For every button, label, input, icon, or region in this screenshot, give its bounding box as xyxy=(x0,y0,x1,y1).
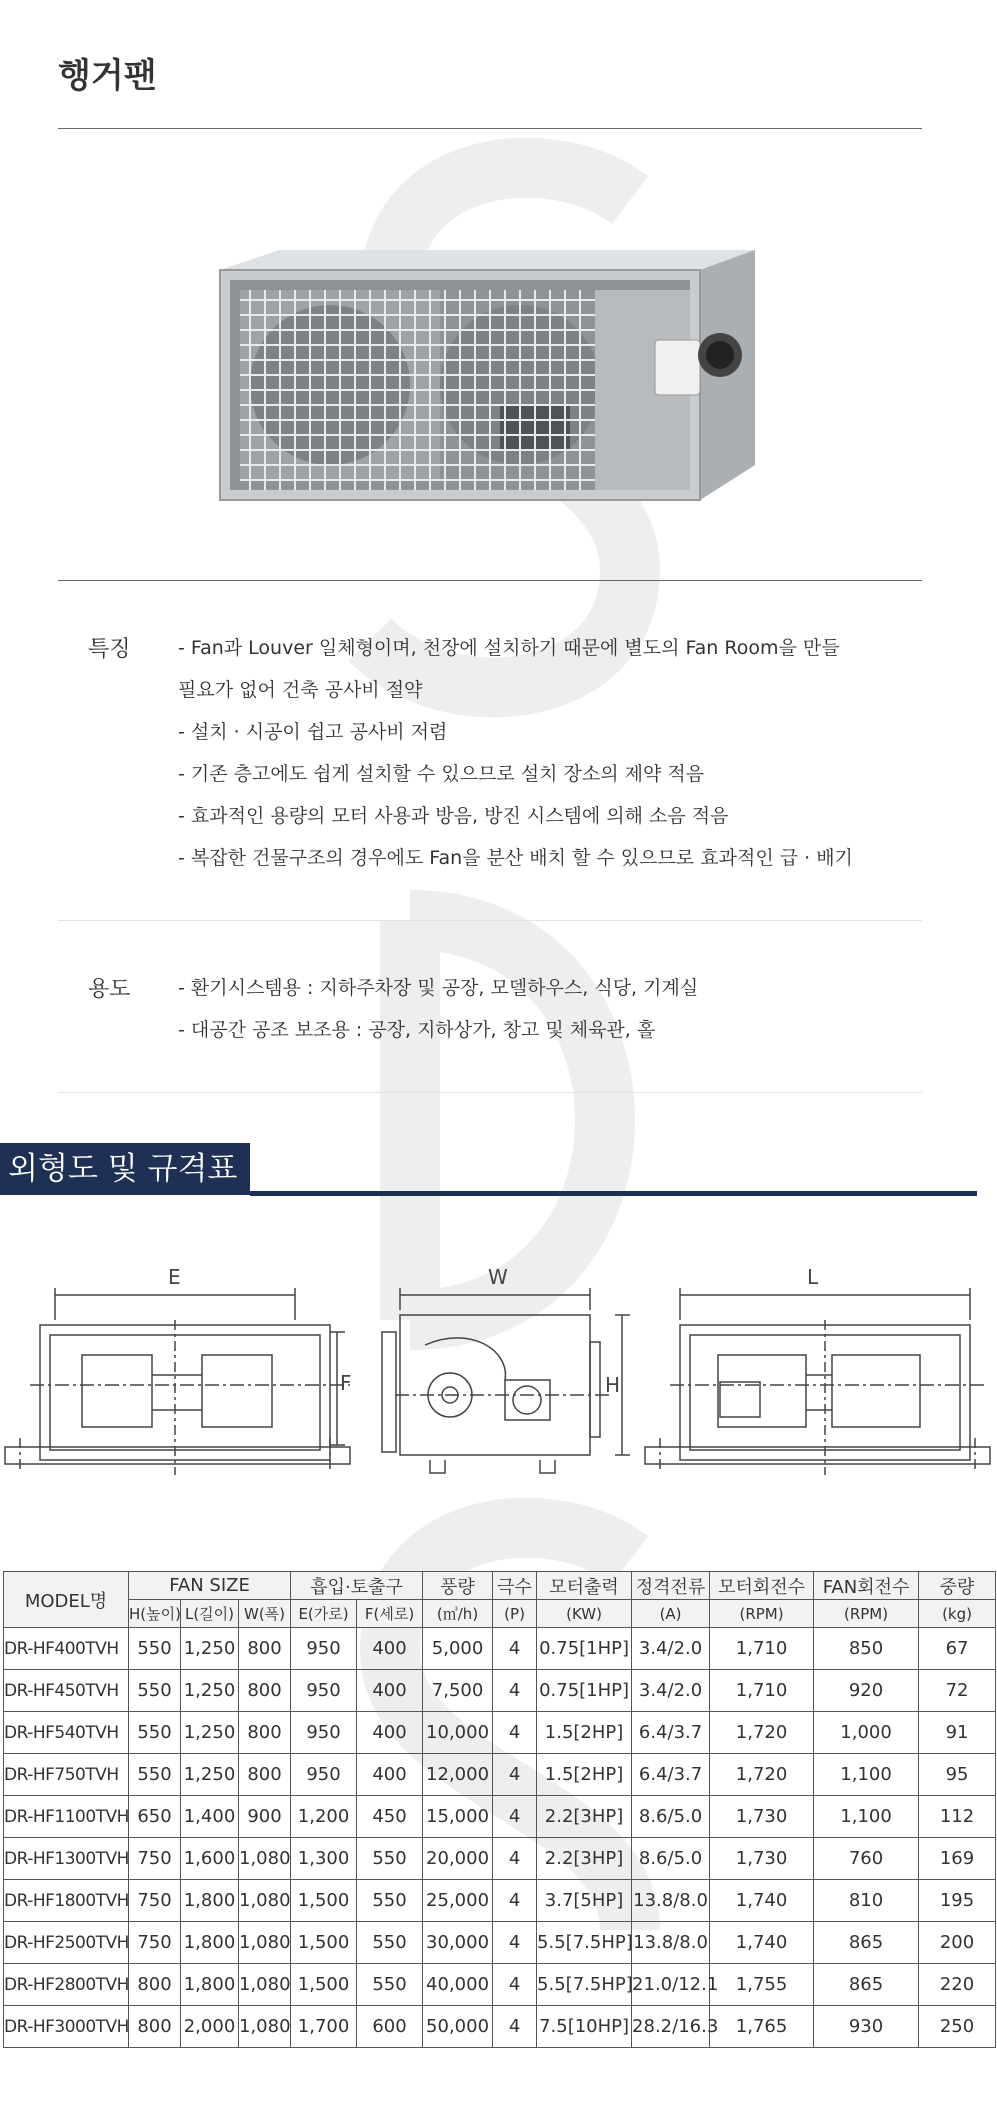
title-divider xyxy=(58,128,922,129)
usage-label: 용도 xyxy=(88,977,131,1002)
header-motor-unit: (KW) xyxy=(537,1600,632,1628)
table-cell: 750 xyxy=(129,1922,181,1964)
table-cell: 72 xyxy=(919,1670,996,1712)
table-row xyxy=(4,1628,996,1670)
header-weight-unit: (kg) xyxy=(919,1600,996,1628)
table-cell: 950 xyxy=(291,1628,357,1670)
spec-table xyxy=(3,1571,996,2048)
table-cell: 1,500 xyxy=(291,1964,357,2006)
table-cell: 4 xyxy=(493,1628,537,1670)
table-cell: 750 xyxy=(129,1838,181,1880)
table-cell: 7,500 xyxy=(423,1670,493,1712)
table-cell: 950 xyxy=(291,1754,357,1796)
table-cell: 5.5[7.5HP] xyxy=(537,1922,632,1964)
table-cell: 4 xyxy=(493,1754,537,1796)
table-cell: 810 xyxy=(814,1880,919,1922)
table-cell: 2,000 xyxy=(181,2006,239,2048)
header-motor: 모터출력 xyxy=(537,1572,632,1600)
table-cell: 169 xyxy=(919,1838,996,1880)
table-row xyxy=(4,1796,996,1838)
header-inlet-outlet: 흡입·토출구 xyxy=(291,1572,423,1600)
dim-l-label: L xyxy=(807,1265,819,1289)
table-row xyxy=(4,1712,996,1754)
usage-line: - 환기시스템용 : 지하주차장 및 공장, 모델하우스, 식당, 기계실 xyxy=(178,977,699,999)
table-cell: 550 xyxy=(357,1922,423,1964)
header-current: 정격전류 xyxy=(632,1572,710,1600)
table-cell: 400 xyxy=(357,1628,423,1670)
table-cell: 6.4/3.7 xyxy=(632,1754,710,1796)
table-cell: 3.4/2.0 xyxy=(632,1628,710,1670)
table-cell: 1,700 xyxy=(291,2006,357,2048)
spec-table-body xyxy=(4,1628,996,2048)
feature-line: 필요가 없어 건축 공사비 절약 xyxy=(178,679,423,701)
table-cell: 4 xyxy=(493,1796,537,1838)
header-f: F(세로) xyxy=(357,1600,423,1628)
header-h: H(높이) xyxy=(129,1600,181,1628)
table-cell: 1,500 xyxy=(291,1880,357,1922)
table-cell: 1,720 xyxy=(710,1754,814,1796)
table-cell: 5.5[7.5HP] xyxy=(537,1964,632,2006)
header-model: MODEL명 xyxy=(4,1572,129,1628)
dim-w-label: W xyxy=(488,1265,508,1289)
table-row xyxy=(4,1922,996,1964)
feature-line: - 설치 · 시공이 쉽고 공사비 저렴 xyxy=(178,721,448,743)
outline-drawings xyxy=(0,1260,997,1490)
table-cell: 21.0/12.1 xyxy=(632,1964,710,2006)
table-cell: 1,250 xyxy=(181,1670,239,1712)
table-cell: 550 xyxy=(357,1838,423,1880)
table-cell: 12,000 xyxy=(423,1754,493,1796)
model-cell: DR-HF400TVH xyxy=(4,1628,129,1670)
header-weight: 중량 xyxy=(919,1572,996,1600)
table-cell: 800 xyxy=(239,1712,291,1754)
table-row xyxy=(4,1964,996,2006)
feature-line: - Fan과 Louver 일체형이며, 천장에 설치하기 때문에 별도의 Fan Room을 만들 xyxy=(178,637,840,659)
table-cell: 4 xyxy=(493,1670,537,1712)
table-cell: 7.5[10HP] xyxy=(537,2006,632,2048)
table-cell: 950 xyxy=(291,1712,357,1754)
table-cell: 1.5[2HP] xyxy=(537,1712,632,1754)
model-cell: DR-HF750TVH xyxy=(4,1754,129,1796)
table-cell: 1,300 xyxy=(291,1838,357,1880)
header-fan-rpm-unit: (RPM) xyxy=(814,1600,919,1628)
table-cell: 10,000 xyxy=(423,1712,493,1754)
table-cell: 1,800 xyxy=(181,1922,239,1964)
table-cell: 4 xyxy=(493,2006,537,2048)
table-cell: 650 xyxy=(129,1796,181,1838)
table-cell: 760 xyxy=(814,1838,919,1880)
table-cell: 50,000 xyxy=(423,2006,493,2048)
table-cell: 4 xyxy=(493,1922,537,1964)
table-cell: 550 xyxy=(129,1670,181,1712)
table-cell: 1,080 xyxy=(239,1922,291,1964)
table-cell: 800 xyxy=(239,1628,291,1670)
table-cell: 400 xyxy=(357,1754,423,1796)
header-fan-rpm: FAN회전수 xyxy=(814,1572,919,1600)
table-cell: 850 xyxy=(814,1628,919,1670)
table-cell: 3.4/2.0 xyxy=(632,1670,710,1712)
table-cell: 900 xyxy=(239,1796,291,1838)
feature-line: - 복잡한 건물구조의 경우에도 Fan을 분산 배치 할 수 있으므로 효과적인 급 · 배기 xyxy=(178,847,853,869)
table-row xyxy=(4,1880,996,1922)
table-cell: 8.6/5.0 xyxy=(632,1838,710,1880)
table-cell: 800 xyxy=(239,1670,291,1712)
model-cell: DR-HF540TVH xyxy=(4,1712,129,1754)
table-cell: 4 xyxy=(493,1838,537,1880)
header-fan-size: FAN SIZE xyxy=(129,1572,291,1600)
table-cell: 1,080 xyxy=(239,1838,291,1880)
table-cell: 800 xyxy=(129,2006,181,2048)
table-cell: 91 xyxy=(919,1712,996,1754)
table-cell: 0.75[1HP] xyxy=(537,1628,632,1670)
table-cell: 1,080 xyxy=(239,1964,291,2006)
header-flow: 풍량 xyxy=(423,1572,493,1600)
table-cell: 1,755 xyxy=(710,1964,814,2006)
dim-h-label: H xyxy=(605,1373,621,1397)
header-poles-unit: (P) xyxy=(493,1600,537,1628)
table-cell: 1,710 xyxy=(710,1670,814,1712)
table-cell: 865 xyxy=(814,1922,919,1964)
table-row xyxy=(4,1838,996,1880)
table-cell: 15,000 xyxy=(423,1796,493,1838)
feature-line: - 효과적인 용량의 모터 사용과 방음, 방진 시스템에 의해 소음 적음 xyxy=(178,805,729,827)
table-cell: 1,400 xyxy=(181,1796,239,1838)
table-cell: 400 xyxy=(357,1712,423,1754)
table-cell: 600 xyxy=(357,2006,423,2048)
table-cell: 13.8/8.0 xyxy=(632,1880,710,1922)
table-cell: 13.8/8.0 xyxy=(632,1922,710,1964)
table-cell: 40,000 xyxy=(423,1964,493,2006)
model-cell: DR-HF3000TVH xyxy=(4,2006,129,2048)
table-cell: 1,500 xyxy=(291,1922,357,1964)
model-cell: DR-HF2800TVH xyxy=(4,1964,129,2006)
table-cell: 800 xyxy=(239,1754,291,1796)
table-row xyxy=(4,1754,996,1796)
header-l: L(길이) xyxy=(181,1600,239,1628)
page-title: 행거팬 xyxy=(58,56,157,96)
table-cell: 1,600 xyxy=(181,1838,239,1880)
model-cell: DR-HF1800TVH xyxy=(4,1880,129,1922)
table-cell: 20,000 xyxy=(423,1838,493,1880)
table-cell: 1,250 xyxy=(181,1712,239,1754)
table-cell: 95 xyxy=(919,1754,996,1796)
header-flow-unit: (㎥/h) xyxy=(423,1600,493,1628)
table-cell: 1,100 xyxy=(814,1796,919,1838)
table-cell: 550 xyxy=(357,1880,423,1922)
table-cell: 1,250 xyxy=(181,1754,239,1796)
model-cell: DR-HF450TVH xyxy=(4,1670,129,1712)
usage-divider xyxy=(58,1092,922,1093)
table-cell: 1,710 xyxy=(710,1628,814,1670)
table-cell: 1,080 xyxy=(239,2006,291,2048)
table-cell: 5,000 xyxy=(423,1628,493,1670)
header-current-unit: (A) xyxy=(632,1600,710,1628)
table-cell: 112 xyxy=(919,1796,996,1838)
model-cell: DR-HF1100TVH xyxy=(4,1796,129,1838)
table-cell: 67 xyxy=(919,1628,996,1670)
table-cell: 950 xyxy=(291,1670,357,1712)
table-cell: 30,000 xyxy=(423,1922,493,1964)
table-cell: 550 xyxy=(357,1964,423,2006)
table-cell: 4 xyxy=(493,1712,537,1754)
table-cell: 1,100 xyxy=(814,1754,919,1796)
header-motor-rpm-unit: (RPM) xyxy=(710,1600,814,1628)
table-cell: 1,730 xyxy=(710,1838,814,1880)
table-cell: 25,000 xyxy=(423,1880,493,1922)
table-cell: 2.2[3HP] xyxy=(537,1838,632,1880)
feature-line: - 기존 층고에도 쉽게 설치할 수 있으므로 설치 장소의 제약 적음 xyxy=(178,763,705,785)
table-cell: 750 xyxy=(129,1880,181,1922)
table-cell: 195 xyxy=(919,1880,996,1922)
table-cell: 28.2/16.3 xyxy=(632,2006,710,2048)
usage-line: - 대공간 공조 보조용 : 공장, 지하상가, 창고 및 체육관, 홀 xyxy=(178,1019,656,1041)
table-cell: 2.2[3HP] xyxy=(537,1796,632,1838)
table-cell: 8.6/5.0 xyxy=(632,1796,710,1838)
table-cell: 1,000 xyxy=(814,1712,919,1754)
dim-e-label: E xyxy=(168,1265,181,1289)
table-cell: 1,740 xyxy=(710,1880,814,1922)
table-cell: 6.4/3.7 xyxy=(632,1712,710,1754)
table-row xyxy=(4,1670,996,1712)
table-cell: 0.75[1HP] xyxy=(537,1670,632,1712)
table-cell: 4 xyxy=(493,1880,537,1922)
header-motor-rpm: 모터회전수 xyxy=(710,1572,814,1600)
table-cell: 1,200 xyxy=(291,1796,357,1838)
table-cell: 800 xyxy=(129,1964,181,2006)
section-title-underline xyxy=(250,1191,977,1196)
dim-f-label: F xyxy=(340,1371,352,1395)
table-row xyxy=(4,2006,996,2048)
image-divider xyxy=(58,580,922,581)
table-cell: 1,250 xyxy=(181,1628,239,1670)
table-cell: 865 xyxy=(814,1964,919,2006)
table-cell: 1,080 xyxy=(239,1880,291,1922)
table-cell: 1,720 xyxy=(710,1712,814,1754)
table-cell: 4 xyxy=(493,1964,537,2006)
table-cell: 920 xyxy=(814,1670,919,1712)
table-cell: 550 xyxy=(129,1712,181,1754)
table-cell: 250 xyxy=(919,2006,996,2048)
table-cell: 550 xyxy=(129,1754,181,1796)
header-poles: 극수 xyxy=(493,1572,537,1600)
table-cell: 1,800 xyxy=(181,1880,239,1922)
table-cell: 550 xyxy=(129,1628,181,1670)
table-cell: 200 xyxy=(919,1922,996,1964)
hanger-fan-product-image xyxy=(200,245,760,515)
model-cell: DR-HF1300TVH xyxy=(4,1838,129,1880)
table-cell: 1,730 xyxy=(710,1796,814,1838)
features-divider xyxy=(58,920,922,921)
header-w: W(폭) xyxy=(239,1600,291,1628)
table-cell: 1,740 xyxy=(710,1922,814,1964)
section-title-bar: 외형도 및 규격표 xyxy=(0,1143,250,1195)
table-cell: 450 xyxy=(357,1796,423,1838)
features-label: 특징 xyxy=(88,637,131,662)
header-e: E(가로) xyxy=(291,1600,357,1628)
table-cell: 1,800 xyxy=(181,1964,239,2006)
table-cell: 1,765 xyxy=(710,2006,814,2048)
table-cell: 3.7[5HP] xyxy=(537,1880,632,1922)
table-cell: 930 xyxy=(814,2006,919,2048)
model-cell: DR-HF2500TVH xyxy=(4,1922,129,1964)
table-cell: 1.5[2HP] xyxy=(537,1754,632,1796)
table-cell: 400 xyxy=(357,1670,423,1712)
table-cell: 220 xyxy=(919,1964,996,2006)
